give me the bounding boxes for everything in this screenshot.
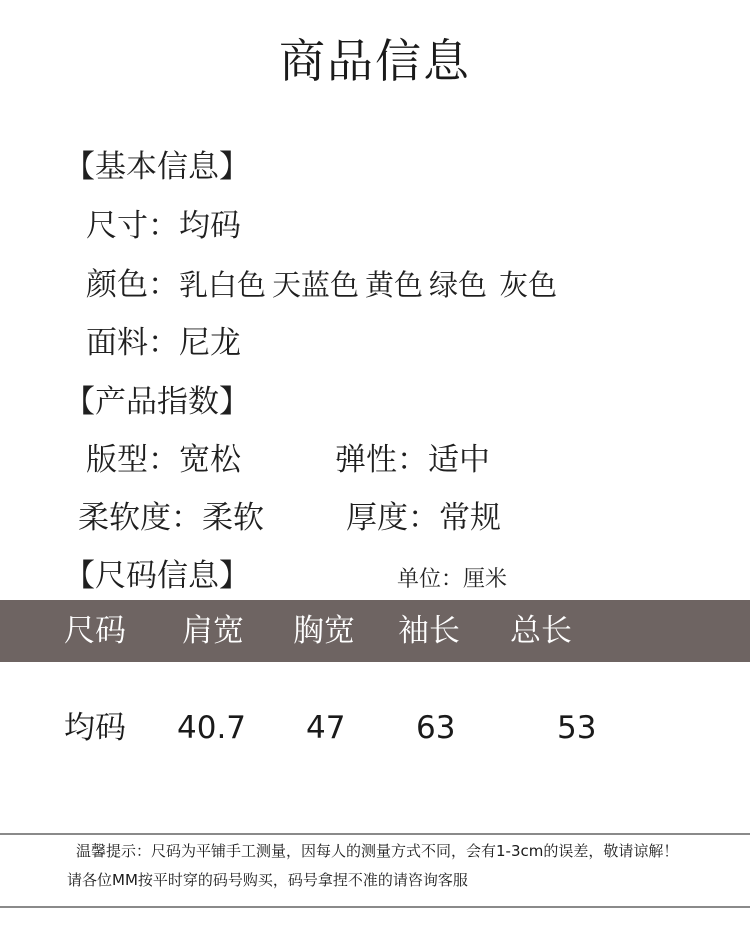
unit-label: 单位：厘米 [397,567,508,592]
size-value: 均码 [179,208,241,244]
color-option: 天蓝色 [272,268,360,302]
softness-row [78,498,264,538]
notice-line-2: 请各位MM按平时穿的码号购买，码号拿捏不准的请咨询客服 [67,871,468,889]
size-info-heading: 【尺码信息】 [64,558,250,594]
notice-top-divider [0,833,750,835]
color-row [86,265,557,305]
table-cell-chest: 47 [306,710,346,746]
table-cell-size: 均码 [64,710,126,746]
column-header-sleeve: 袖长 [398,613,460,649]
table-cell-sleeve: 63 [416,710,456,746]
elasticity-value: 适中 [428,442,490,478]
fabric-value: 尼龙 [179,325,241,361]
thickness-label: 厚度： [346,500,439,536]
color-option: 绿色 [429,268,488,302]
table-cell-length: 53 [557,710,597,746]
softness-label: 柔软度： [78,500,202,536]
product-index-heading: 【产品指数】 [64,384,250,420]
color-option: 灰色 [499,268,558,302]
size-row [86,206,241,246]
column-header-length: 总长 [510,613,572,649]
page-title: 商品信息 [279,34,471,88]
color-label: 颜色： [86,267,179,303]
softness-value: 柔软 [202,500,264,536]
color-option: 黄色 [365,268,424,302]
column-header-size: 尺码 [64,613,126,649]
fit-label: 版型： [86,442,179,478]
elasticity-label: 弹性： [335,442,428,478]
column-header-shoulder: 肩宽 [182,613,244,649]
thickness-row [346,498,501,538]
size-label: 尺寸： [86,208,179,244]
elasticity-row [335,440,490,480]
thickness-value: 常规 [439,500,501,536]
color-option: 乳白色 [179,268,267,302]
column-header-chest: 胸宽 [293,613,355,649]
fabric-label: 面料： [86,325,179,361]
notice-bottom-divider [0,906,750,908]
fit-row [86,440,241,480]
basic-info-heading: 【基本信息】 [64,149,250,185]
fabric-row [86,323,241,363]
notice-line-1: 温馨提示：尺码为平铺手工测量，因每人的测量方式不同，会有1-3cm的误差，敬请谅解！ [76,842,679,860]
table-cell-shoulder: 40.7 [177,710,247,746]
fit-value: 宽松 [179,442,241,478]
